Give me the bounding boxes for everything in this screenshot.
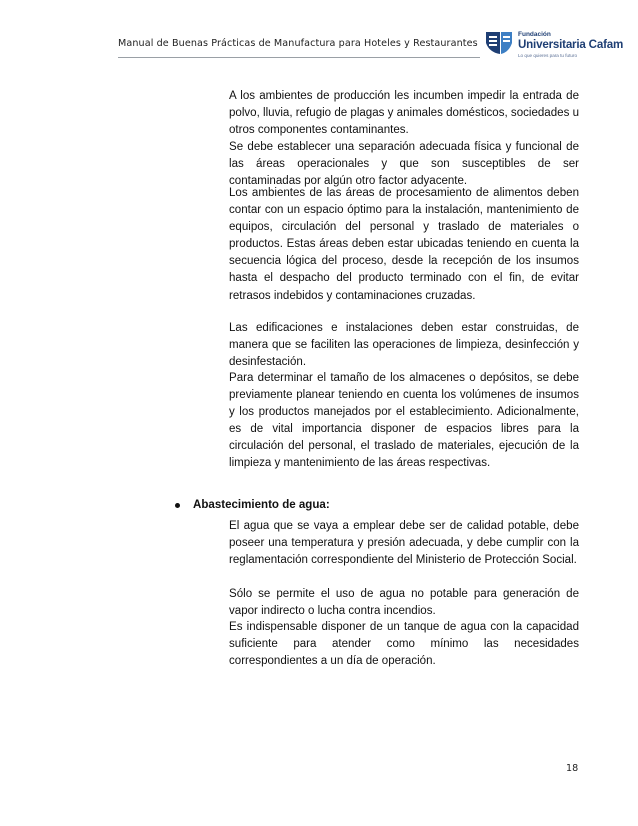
section-heading-agua: Abastecimiento de agua: [193,499,330,511]
paragraph-agua-no-potable: Sólo se permite el uso de agua no potable para generación de vapor indirecto o lucha contra incendios. [229,588,579,618]
logo-main-text: Universitaria Cafam [518,38,624,51]
paragraph-almacenes: Para determinar el tamaño de los almacenes o depósitos, se debe previamente planear teniendo en cuenta los volúmenes de insumos y los productos manejados por el establecimiento. Adicionalmente, es de vital importancia disponer de espacios libres para la circulación del personal, el traslado de materiales, ejecución de la limpieza y mantenimiento de las áreas respectivas. [229,372,579,470]
paragraph-agua-potable: El agua que se vaya a emplear debe ser de calidad potable, debe poseer una temperatura y presión adecuada, y debe cumplir con la reglamentación correspondiente del Ministerio de Protección Social. [229,520,579,567]
logo [484,27,624,63]
paragraph-separacion: Se debe establecer una separación adecuada física y funcional de las áreas operacionales y que son susceptibles de ser contaminadas por algún otro factor adyacente. [229,141,579,188]
page-number: 18 [566,763,579,774]
header-rule [118,57,480,58]
paragraph-produccion: A los ambientes de producción les incumben impedir la entrada de polvo, lluvia, refugio de plagas y animales domésticos, sociedades u otros componentes contaminantes. [229,90,579,137]
header-title: Manual de Buenas Prácticas de Manufactura para Hoteles y Restaurantes [118,38,478,49]
paragraph-edificaciones: Las edificaciones e instalaciones deben estar construidas, de manera que se faciliten las operaciones de limpieza, desinfección y desinfestación. [229,322,579,369]
cafam-shield-icon [484,29,514,57]
paragraph-procesamiento: Los ambientes de las áreas de procesamiento de alimentos deben contar con un espacio óptimo para la instalación, mantenimiento de equipos, circulación del personal y traslado de materiales o productos. Estas áreas deben estar ubicadas teniendo en cuenta la secuencia lógica del proceso, desde la recepción de los insumos hasta el despacho del producto terminado con el fin, de evitar retrasos indebidos y contaminaciones cruzadas. [229,187,579,302]
paragraph-tanque: Es indispensable disponer de un tanque de agua con la capacidad suficiente para atender como mínimo las necesidades correspondientes a un día de operación. [229,621,579,668]
bullet-abastecimiento [175,497,585,515]
logo-top-text: Fundación [518,31,551,38]
logo-tagline: Lo que quieres para tu futuro [518,53,577,58]
bullet-icon [175,503,180,508]
